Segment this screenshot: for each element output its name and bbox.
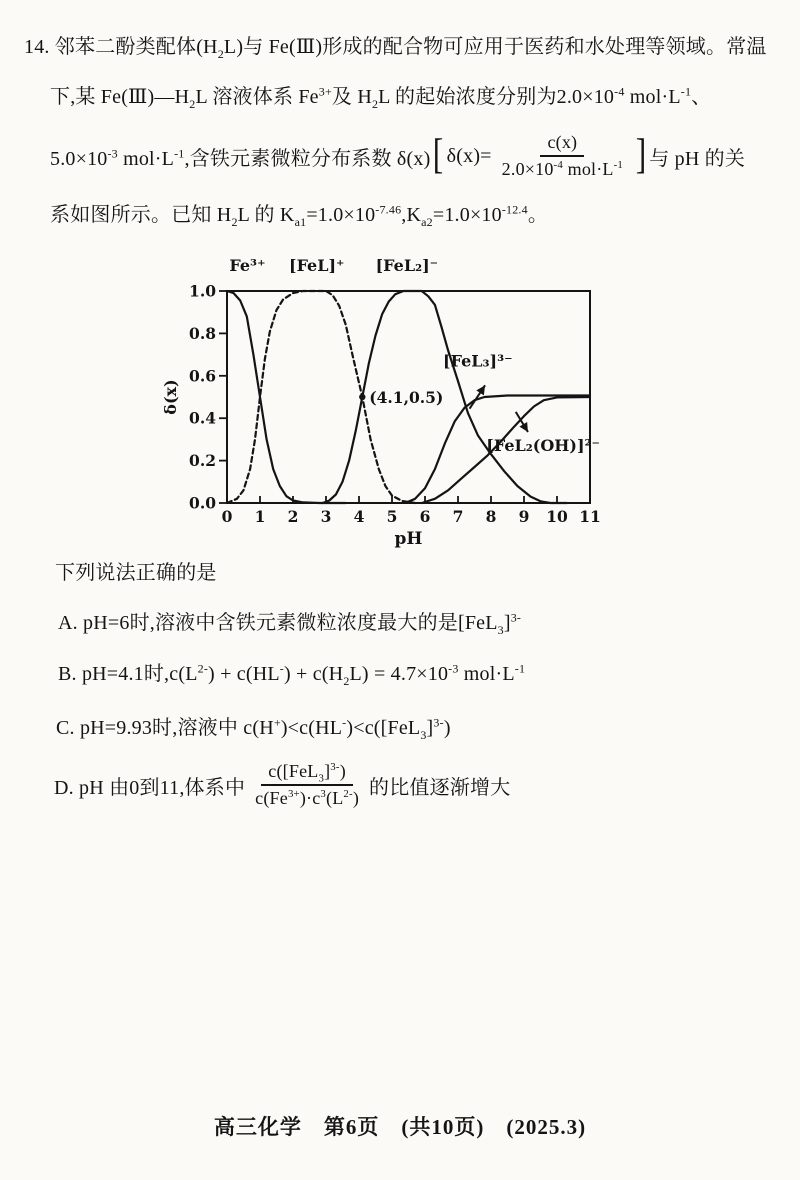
series-label-FeL3: [FeL₃]³⁻: [443, 351, 513, 371]
distribution-chart: [150, 258, 620, 558]
line3-delta-def: δ(x)=: [446, 144, 492, 167]
x-tick-label: 9: [518, 507, 530, 526]
question-line-1: 14. 邻苯二酚类配体$(H_2L)$与 Fe(Ⅲ)形成的配合物可应用于医药和水处理等领域。常温: [24, 36, 767, 61]
option-c: C. pH=9.93时,溶液中 $c(H^+)<c(HL^-)<c([FeL_3]^{3-})$: [56, 715, 451, 742]
fraction-denominator: $2.0\times 10^{-4}$ $mol\cdot L^{-1}$: [501, 159, 624, 180]
option-d: [54, 760, 510, 811]
x-tick-label: 3: [320, 507, 332, 526]
annotation-point-label: (4.1,0.5): [369, 388, 444, 407]
option-d-pre: D. pH 由0到11,体系中: [54, 776, 246, 799]
x-tick-label: 0: [221, 507, 233, 526]
x-tick-label: 6: [419, 507, 431, 526]
arrow-head-icon: [476, 385, 485, 395]
option-d-fraction: [248, 760, 366, 811]
series-label-FeL: [FeL]⁺: [289, 258, 345, 275]
page-footer: 高三化学 第6页 (共10页) (2025.3): [213, 1115, 587, 1139]
y-tick-label: 0.6: [189, 366, 216, 386]
x-tick-label: 1: [254, 507, 266, 526]
option-b: B. pH=4.1时$,c(L^{2-}) + c(HL^-) + c(H_2L) = 4.7\times 10^{-3}$ $mol\cdot L^{-1}$: [58, 661, 526, 688]
x-axis-label: pH: [394, 529, 423, 549]
y-tick-label: 0.2: [189, 451, 216, 471]
series-label-FeL2OH: [FeL₂(OH)]²⁻: [486, 436, 600, 456]
question-line-4: 系如图所示。已知 $H_2L$ 的 $K_{a1}=1.0\times 10^{-7.46},K_{a2}=1.0\times 10^{-12.4}$。: [50, 202, 549, 229]
y-tick-label: 0.8: [189, 323, 216, 343]
x-tick-label: 7: [452, 507, 464, 526]
question-stem: 下列说法正确的是: [55, 562, 217, 584]
y-tick-label: 0.4: [189, 408, 216, 428]
delta-vs-ph-plot: [150, 258, 620, 558]
y-tick-label: 1.0: [189, 281, 216, 301]
line3-text-pre: $5.0\times 10^{-3}$ $mol\cdot L^{-1}$,含铁元素微粒分布系数 δ(x): [50, 146, 431, 170]
y-tick-label: 0.0: [189, 493, 216, 513]
delta-fraction: [495, 131, 630, 182]
line3-text-post: 与 pH 的关: [649, 147, 746, 170]
option-d-numerator: $c([FeL_3]^{3-})$: [261, 760, 353, 786]
x-tick-label: 10: [546, 507, 568, 526]
option-a: A. pH=6时,溶液中含铁元素微粒浓度最大的是$[FeL_3]^{3-}$: [58, 610, 522, 637]
series-label-FeL2: [FeL₂]⁻: [375, 258, 439, 275]
x-tick-label: 2: [287, 507, 299, 526]
option-d-post: 的比值逐渐增大: [369, 776, 511, 799]
x-tick-label: 5: [386, 507, 398, 526]
annotation-point: [359, 394, 365, 400]
x-tick-label: 4: [353, 507, 365, 526]
option-d-denominator: $c(Fe^{3+})\cdot c^3(L^{2-})$: [255, 788, 360, 809]
question-line-2: 下,某 $Fe(Ⅲ)—H_2L$ 溶液体系 $Fe^{3+}$及 $H_2L$ 的起始浓度分别为$2.0\times 10^{-4}$ $mol\cdot L^{-1}$、: [50, 84, 712, 111]
y-axis-label: δ(x): [161, 379, 180, 415]
series-label-Fe3: Fe³⁺: [229, 258, 266, 275]
open-bracket: [: [433, 132, 444, 179]
x-tick-label: 11: [579, 507, 601, 526]
close-bracket: ]: [635, 132, 647, 179]
x-tick-label: 8: [485, 507, 497, 526]
question-line-3: [50, 131, 745, 182]
fraction-numerator: c(x): [540, 131, 584, 157]
series-Fe3: [227, 291, 346, 503]
